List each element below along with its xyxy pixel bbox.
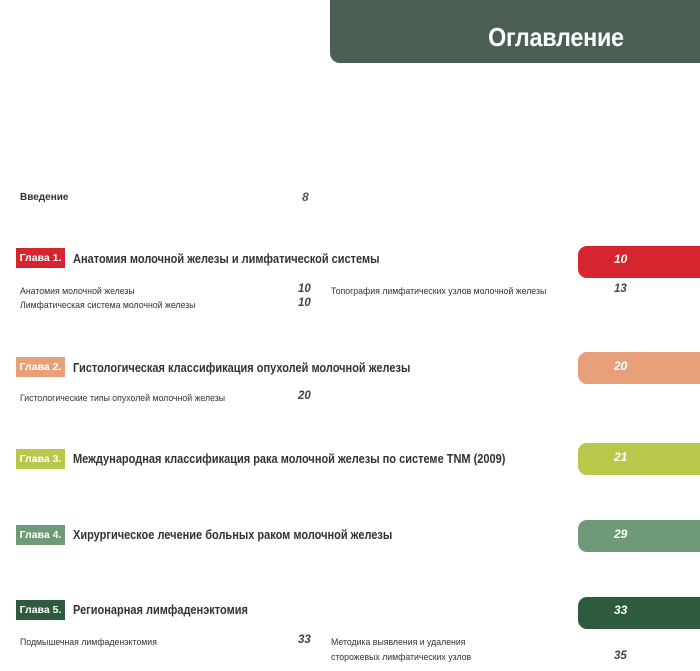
chapter-3-title: Международная классификация рака молочной железы по системе TNM (2009): [73, 452, 506, 466]
chapter-5-sub-1: Подмышечная лимфаденэктомия: [20, 637, 157, 648]
chapter-2-page-bar: [578, 352, 700, 384]
chapter-4-title: Хирургическое лечение больных раком молочной железы: [73, 528, 393, 542]
chapter-2-page: 20: [614, 359, 628, 373]
chapter-2-sub-1: Гистологические типы опухолей молочной железы: [20, 393, 226, 404]
chapter-3-page-bar: [578, 443, 700, 475]
chapter-1-sub-2: Лимфатическая система молочной железы: [20, 300, 196, 311]
chapter-5-tag: Глава 5.: [16, 600, 65, 620]
chapter-1-page-bar: [578, 246, 700, 278]
chapter-3-page: 21: [614, 450, 628, 464]
chapter-4-page-bar: [578, 520, 700, 552]
chapter-1-title: Анатомия молочной железы и лимфатической системы: [73, 252, 380, 266]
chapter-2-sub-1-page: 20: [298, 390, 311, 402]
chapter-2-tag: Глава 2.: [16, 357, 65, 377]
chapter-1-sub-3-page: 13: [614, 283, 627, 295]
chapter-5-page-bar: [578, 597, 700, 629]
intro-label: Введение: [20, 192, 69, 203]
chapter-5-sub-3: сторожевых лимфатических узлов: [331, 652, 472, 663]
chapter-1-page: 10: [614, 252, 628, 266]
chapter-1-sub-3: Топография лимфатических узлов молочной железы: [331, 286, 547, 297]
chapter-2-title: Гистологическая классификация опухолей молочной железы: [73, 361, 411, 375]
chapter-5-sub-2: Методика выявления и удаления: [331, 637, 466, 648]
page-title: Оглавление: [488, 22, 624, 52]
chapter-1-sub-1: Анатомия молочной железы: [20, 286, 135, 297]
chapter-5-sub-3-page: 35: [614, 650, 627, 662]
intro-page-number: 8: [302, 190, 309, 204]
chapter-4-tag: Глава 4.: [16, 525, 65, 545]
chapter-5-page: 33: [614, 603, 628, 617]
chapter-5-title: Регионарная лимфаденэктомия: [73, 603, 248, 617]
chapter-3-tag: Глава 3.: [16, 449, 65, 469]
header-bar: [330, 0, 700, 63]
chapter-5-sub-1-page: 33: [298, 634, 311, 646]
chapter-1-tag: Глава 1.: [16, 248, 65, 268]
chapter-1-sub-1-page: 10: [298, 283, 311, 295]
chapter-4-page: 29: [614, 527, 628, 541]
chapter-1-sub-2-page: 10: [298, 297, 311, 309]
